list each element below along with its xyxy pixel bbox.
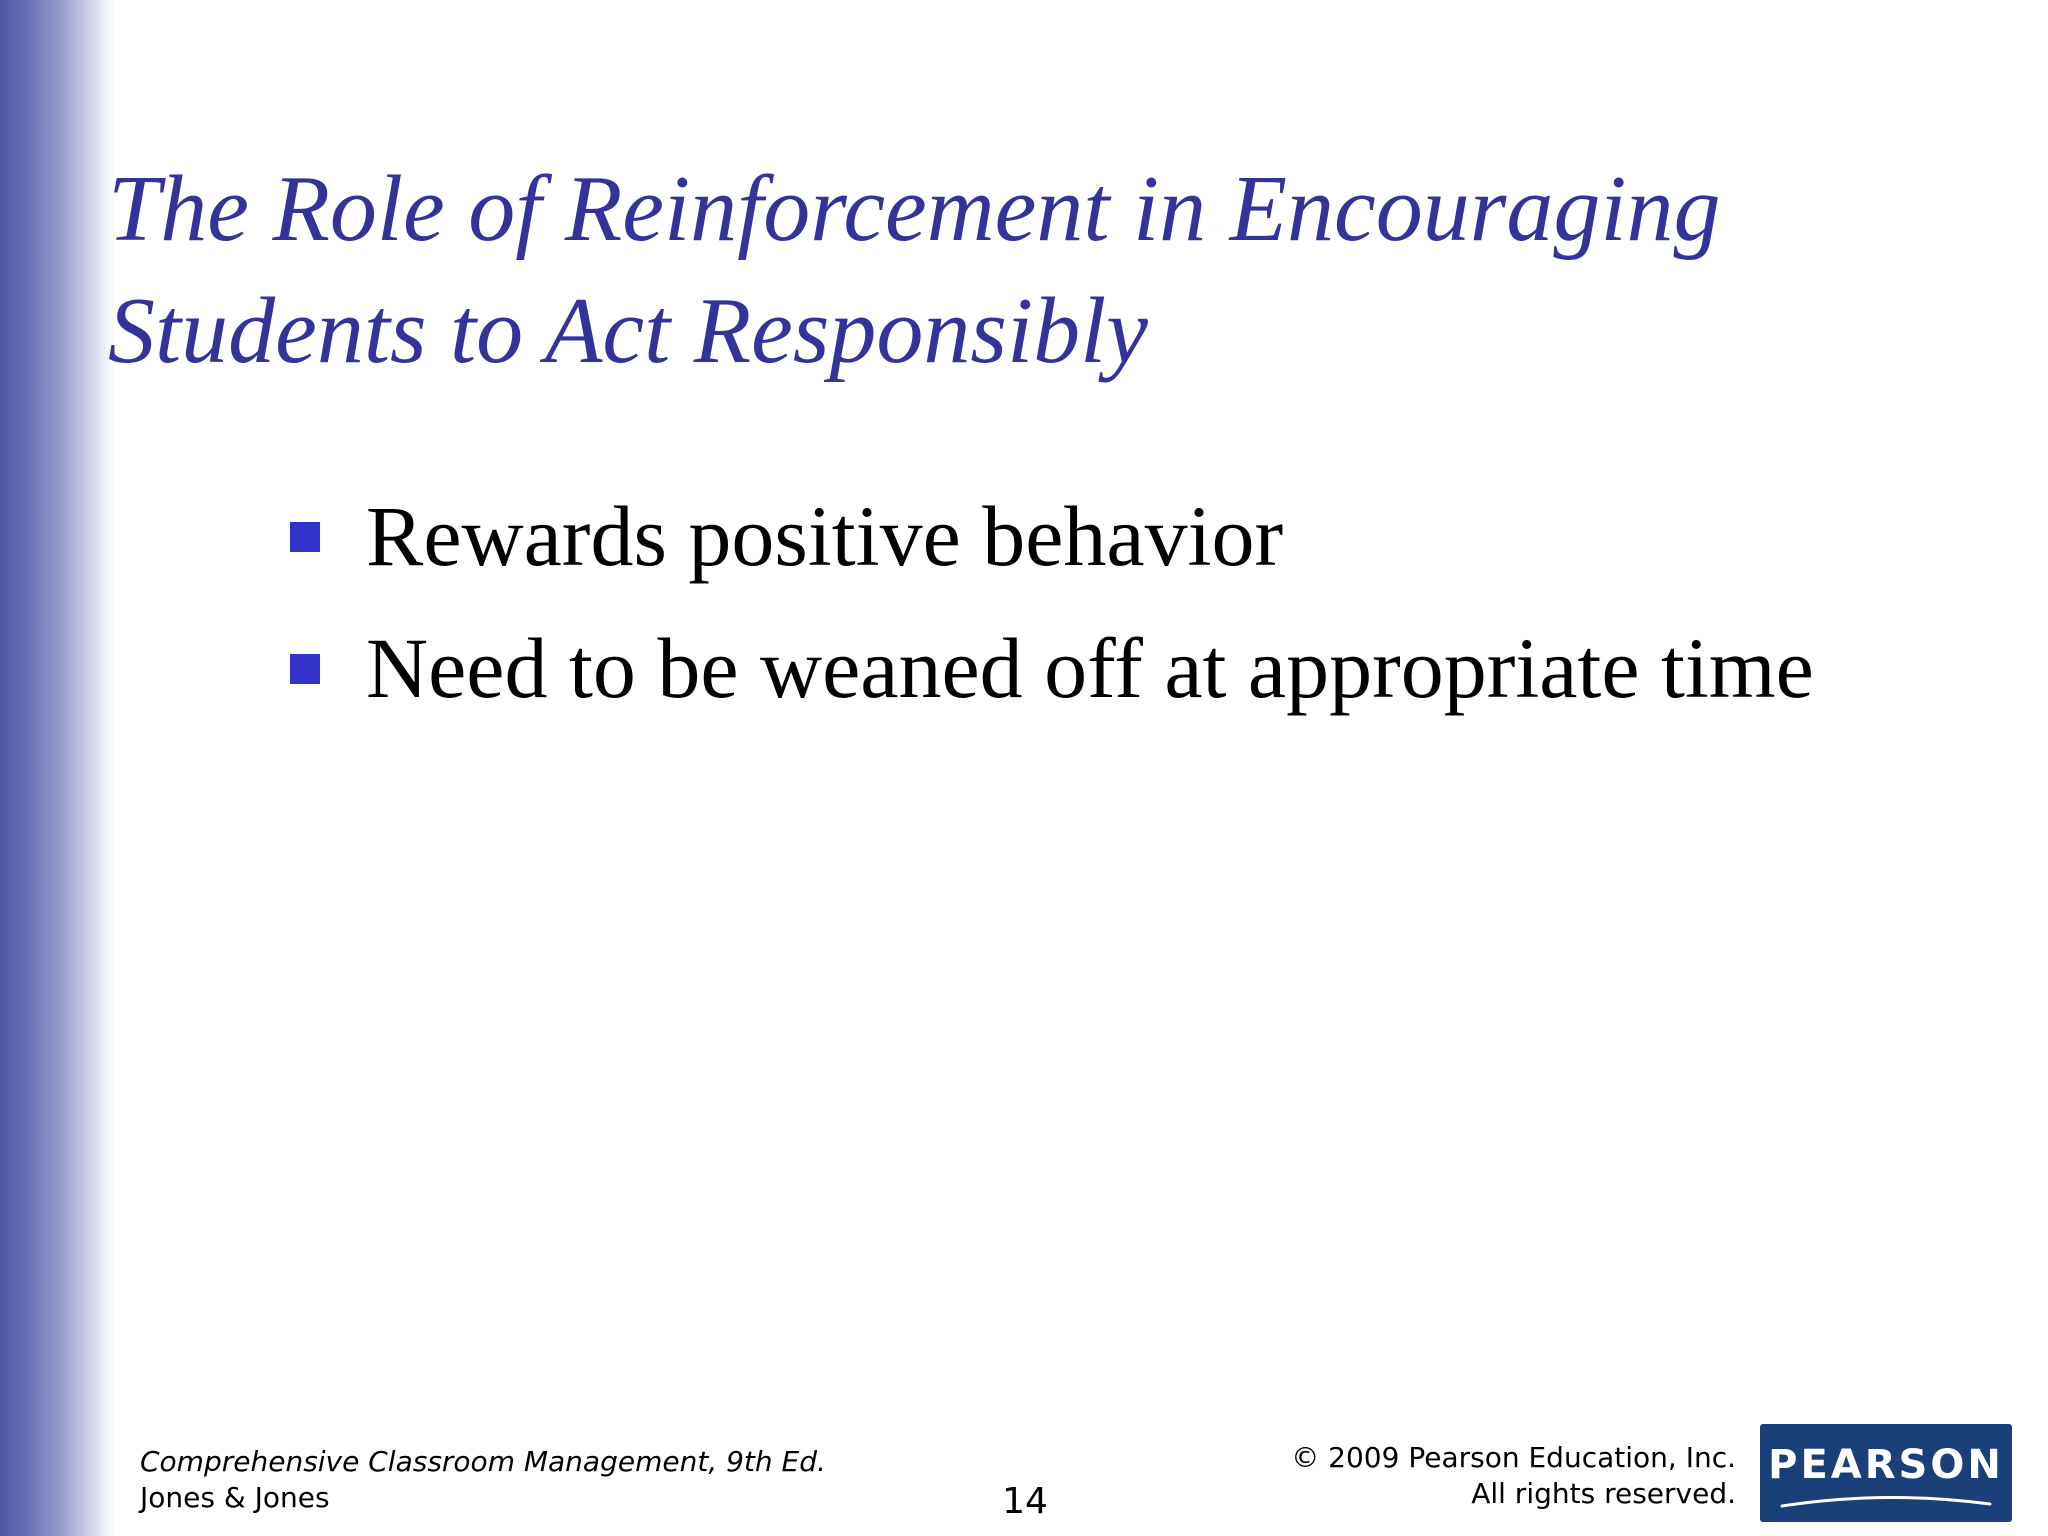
bullet-item	[290, 602, 1814, 734]
copyright-text: © 2009 Pearson Education, Inc.	[1291, 1441, 1736, 1474]
page-number: 14	[1002, 1481, 1048, 1522]
footer-copyright	[1291, 1440, 1736, 1512]
rights-text: All rights reserved.	[1471, 1477, 1736, 1510]
square-bullet-icon	[290, 522, 320, 552]
footer-authors: Jones & Jones	[140, 1481, 330, 1514]
footer-citation	[140, 1444, 826, 1516]
slide-title	[108, 148, 2008, 392]
slide-title-line-1: The Role of Reinforcement in Encouraging	[108, 157, 1721, 261]
footer-book-title: Comprehensive Classroom Management, 9th Ed.	[140, 1445, 826, 1478]
bullet-text: Rewards positive behavior	[366, 488, 1284, 584]
slide-title-line-2: Students to Act Responsibly	[108, 279, 1148, 383]
bullet-text: Need to be weaned off at appropriate time	[366, 620, 1814, 716]
logo-swoosh-icon	[1778, 1492, 1994, 1512]
decorative-side-gradient	[0, 0, 115, 1536]
bullet-list	[290, 470, 1814, 734]
bullet-item	[290, 470, 1814, 602]
logo-wordmark: PEARSON	[1768, 1442, 2004, 1488]
pearson-logo	[1760, 1424, 2012, 1522]
square-bullet-icon	[290, 654, 320, 684]
